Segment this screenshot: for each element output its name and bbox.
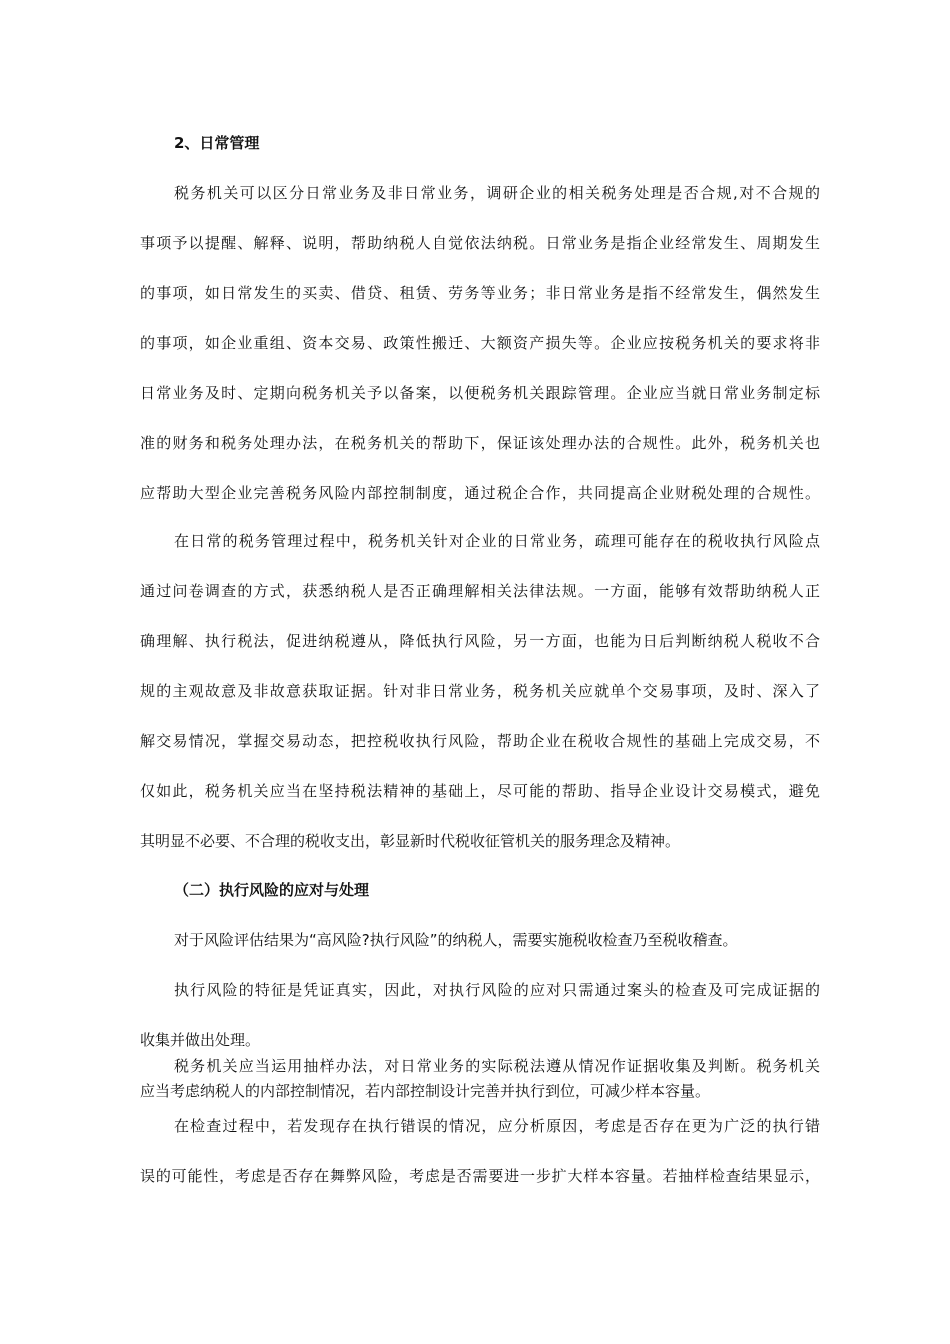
paragraph-line: 在检查过程中，若发现存在执行错误的情况，应分析原因，考虑是否存在更为广泛的执行错 — [174, 1117, 820, 1135]
paragraph-inspection-process — [140, 1101, 820, 1201]
paragraph-line: 通过问卷调查的方式，获悉纳税人是否正确理解相关法律法规。一方面，能够有效帮助纳税人正 — [140, 582, 820, 600]
paragraph-line: 执行风险的特征是凭证真实，因此，对执行风险的应对只需通过案头的检查及可完成证据的 — [174, 981, 820, 999]
paragraph-daily-business — [140, 168, 820, 518]
paragraph-line: 在日常的税务管理过程中，税务机关针对企业的日常业务，疏理可能存在的税收执行风险点 — [174, 532, 820, 550]
paragraph-line: 税务机关可以区分日常业务及非日常业务，调研企业的相关税务处理是否合规,对不合规的 — [174, 184, 820, 202]
paragraph-line: 的事项，如日常发生的买卖、借贷、租赁、劳务等业务；非日常业务是指不经常发生，偶然发生 — [140, 284, 820, 302]
paragraph-line: 解交易情况，掌握交易动态，把控税收执行风险，帮助企业在税收合规性的基础上完成交易，不 — [140, 732, 820, 750]
paragraph-line: 准的财务和税务处理办法，在税务机关的帮助下，保证该处理办法的合规性。此外，税务机关也 — [140, 434, 820, 452]
paragraph-sampling-method — [140, 1054, 820, 1104]
section-heading-execution-risk: （二）执行风险的应对与处理 — [174, 881, 370, 899]
paragraph-line: 规的主观故意及非故意获取证据。针对非日常业务，税务机关应就单个交易事项，及时、深入了 — [140, 682, 820, 700]
paragraph-line: 其明显不必要、不合理的税收支出，彰显新时代税收征管机关的服务理念及精神。 — [140, 832, 681, 850]
paragraph-execution-risk-features — [140, 965, 820, 1065]
paragraph-line: 仅如此，税务机关应当在坚持税法精神的基础上，尽可能的帮助、指导企业设计交易模式，避免 — [140, 782, 820, 800]
paragraph-line: 确理解、执行税法，促进纳税遵从，降低执行风险，另一方面，也能为日后判断纳税人税收不合 — [140, 632, 820, 650]
paragraph-tax-management-process — [140, 516, 820, 866]
paragraph-line: 的事项，如企业重组、资本交易、政策性搬迁、大额资产损失等。企业应按税务机关的要求将非 — [140, 334, 820, 352]
paragraph-line: 对于风险评估结果为“高风险?执行风险”的纳税人，需要实施税收检查乃至税收稽查。 — [174, 931, 738, 949]
paragraph-line: 误的可能性，考虑是否存在舞弊风险，考虑是否需要进一步扩大样本容量。若抽样检查结果显示， — [140, 1167, 820, 1185]
paragraph-line: 收集并做出处理。 — [140, 1031, 261, 1049]
section-heading-daily-management: 2、日常管理 — [174, 134, 260, 152]
paragraph-line: 事项予以提醒、解释、说明，帮助纳税人自觉依法纳税。日常业务是指企业经常发生、周期发生 — [140, 234, 820, 252]
paragraph-line: 应帮助大型企业完善税务风险内部控制制度，通过税企合作，共同提高企业财税处理的合规性。 — [140, 484, 820, 502]
paragraph-line: 税务机关应当运用抽样办法，对日常业务的实际税法遵从情况作证据收集及判断。税务机关 — [174, 1057, 820, 1075]
paragraph-line: 应当考虑纳税人的内部控制情况，若内部控制设计完善并执行到位，可减少样本容量。 — [140, 1082, 711, 1100]
paragraph-line: 日常业务及时、定期向税务机关予以备案，以便税务机关跟踪管理。企业应当就日常业务制定标 — [140, 384, 820, 402]
paragraph-high-risk — [140, 915, 820, 965]
